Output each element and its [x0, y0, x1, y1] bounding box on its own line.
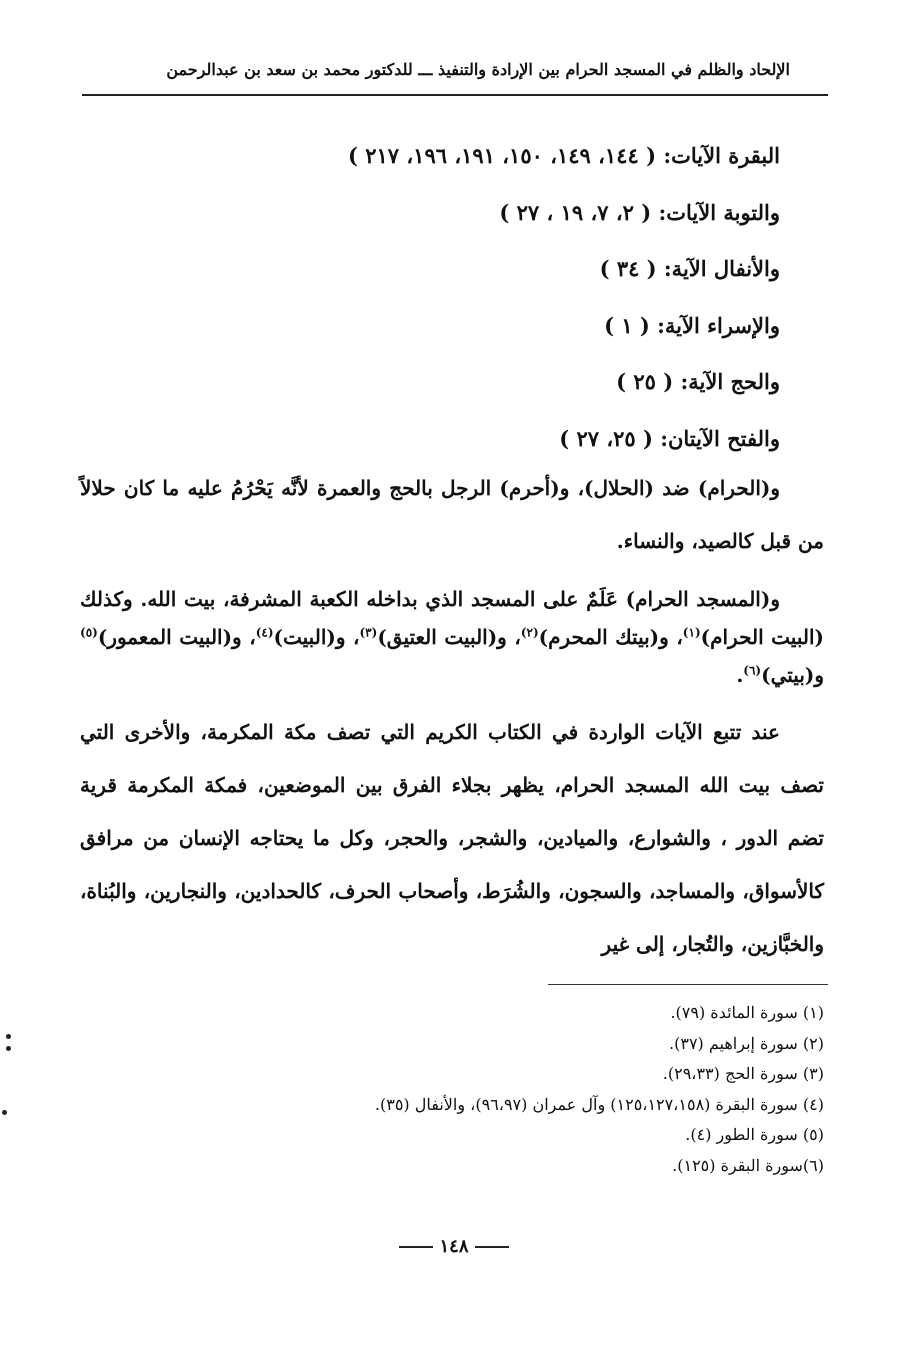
margin-mark	[6, 1034, 11, 1039]
footnote-4: (٤) سورة البقرة (١٢٥،١٢٧،١٥٨) وآل عمران (٩٦،٩٧)، والأنفال (٣٥).	[374, 1094, 824, 1114]
paragraph-masjid-names	[80, 580, 824, 694]
name-bayt-mamur: ، و(البيت المعمور)	[97, 625, 256, 649]
footnote-2: (٢) سورة إبراهيم (٣٧).	[669, 1033, 824, 1053]
name-bayt: ، و(البيت)	[273, 625, 360, 649]
verse-line-hajj: والحج الآية: ( ٢٥ )	[616, 369, 780, 394]
footnotes	[80, 998, 824, 1181]
page-number-value: ١٤٨	[439, 1236, 469, 1257]
footnote-6: (٦)سورة البقرة (١٢٥).	[672, 1155, 824, 1175]
page-number-dash-left	[475, 1246, 509, 1248]
footnote-1: (١) سورة المائدة (٧٩).	[670, 1003, 824, 1022]
paragraph-makkah-description: عند تتبع الآيات الواردة في الكتاب الكريم التي تصف مكة المكرمة، والأخرى التي تصف بيت الله المسجد الحرام، يظهر بجلاء الفرق بين الموضعين، فمكة المكرمة قرية تضم الدور ، والشوارع، والميادين، والشجر، والحجر، وكل ما يحتاجه الإنسان من مرافق كالأسواق، والمساجد، والسجون، والشُرَط، وأصحاب الحرف، كالحدادين، والنجارين، والبُناة، والخبَّازين، والتُجار، إلى غير	[80, 720, 824, 956]
running-header: الإلحاد والظلم في المسجد الحرام بين الإرادة والتنفيذ ـــ للدكتور محمد بن سعد بن عبدالرحمن	[166, 60, 790, 79]
verse-line-anfal: والأنفال الآية: ( ٣٤ )	[599, 256, 780, 281]
footnote-ref-4[interactable]: (٤)	[255, 625, 274, 640]
footnote-rule	[548, 984, 828, 985]
verse-list	[160, 128, 780, 467]
paragraph-haram-definition: و(الحرام) ضد (الحلال)، و(أحرم) الرجل بالحج والعمرة لأنَّه يَحْرُمُ عليه ما كان حلالاً من قبل كالصيد، والنساء.	[80, 476, 824, 553]
footnote-5: (٥) سورة الطور (٤).	[685, 1125, 824, 1144]
footnote-3: (٣) سورة الحج (٢٩،٣٣).	[662, 1064, 824, 1083]
margin-mark	[2, 1110, 7, 1115]
verse-line-tawba: والتوبة الآيات: ( ٢، ٧، ١٩ ، ٢٧ )	[499, 199, 780, 225]
verse-line-baqara: البقرة الآيات: ( ١٤٤، ١٤٩، ١٥٠، ١٩١، ١٩٦، ٢١٧ )	[347, 143, 780, 168]
page-number	[0, 1236, 908, 1257]
header-rule	[82, 94, 828, 96]
margin-mark	[6, 1046, 11, 1051]
name-baytak-muharram: ، و(بيتك المحرم)	[538, 625, 683, 649]
footnote-ref-6[interactable]: (٦)	[743, 663, 762, 678]
name-bayti: و(بيتي)	[761, 663, 824, 687]
body-text	[80, 462, 824, 983]
name-bayt-atiq: ، و(البيت العتيق)	[377, 625, 521, 649]
footnote-ref-3[interactable]: (٣)	[359, 625, 378, 640]
footnote-ref-5[interactable]: (٥)	[80, 625, 98, 640]
verse-line-fath: والفتح الآيتان: ( ٢٥، ٢٧ )	[559, 425, 780, 451]
masjid-intro-text: و(المسجد الحرام) عَلَمٌ على المسجد الذي بداخله الكعبة المشرفة، بيت الله. وكذلك	[80, 587, 780, 611]
footnote-ref-1[interactable]: (١)	[682, 625, 701, 640]
verse-line-isra: والإسراء الآية: ( ١ )	[604, 312, 780, 338]
footnote-ref-2[interactable]: (٢)	[520, 625, 539, 640]
name-bayt-haram: (البيت الحرام)	[700, 625, 824, 649]
paragraph-end-mark: .	[736, 663, 744, 687]
page-number-dash-right	[399, 1246, 433, 1248]
